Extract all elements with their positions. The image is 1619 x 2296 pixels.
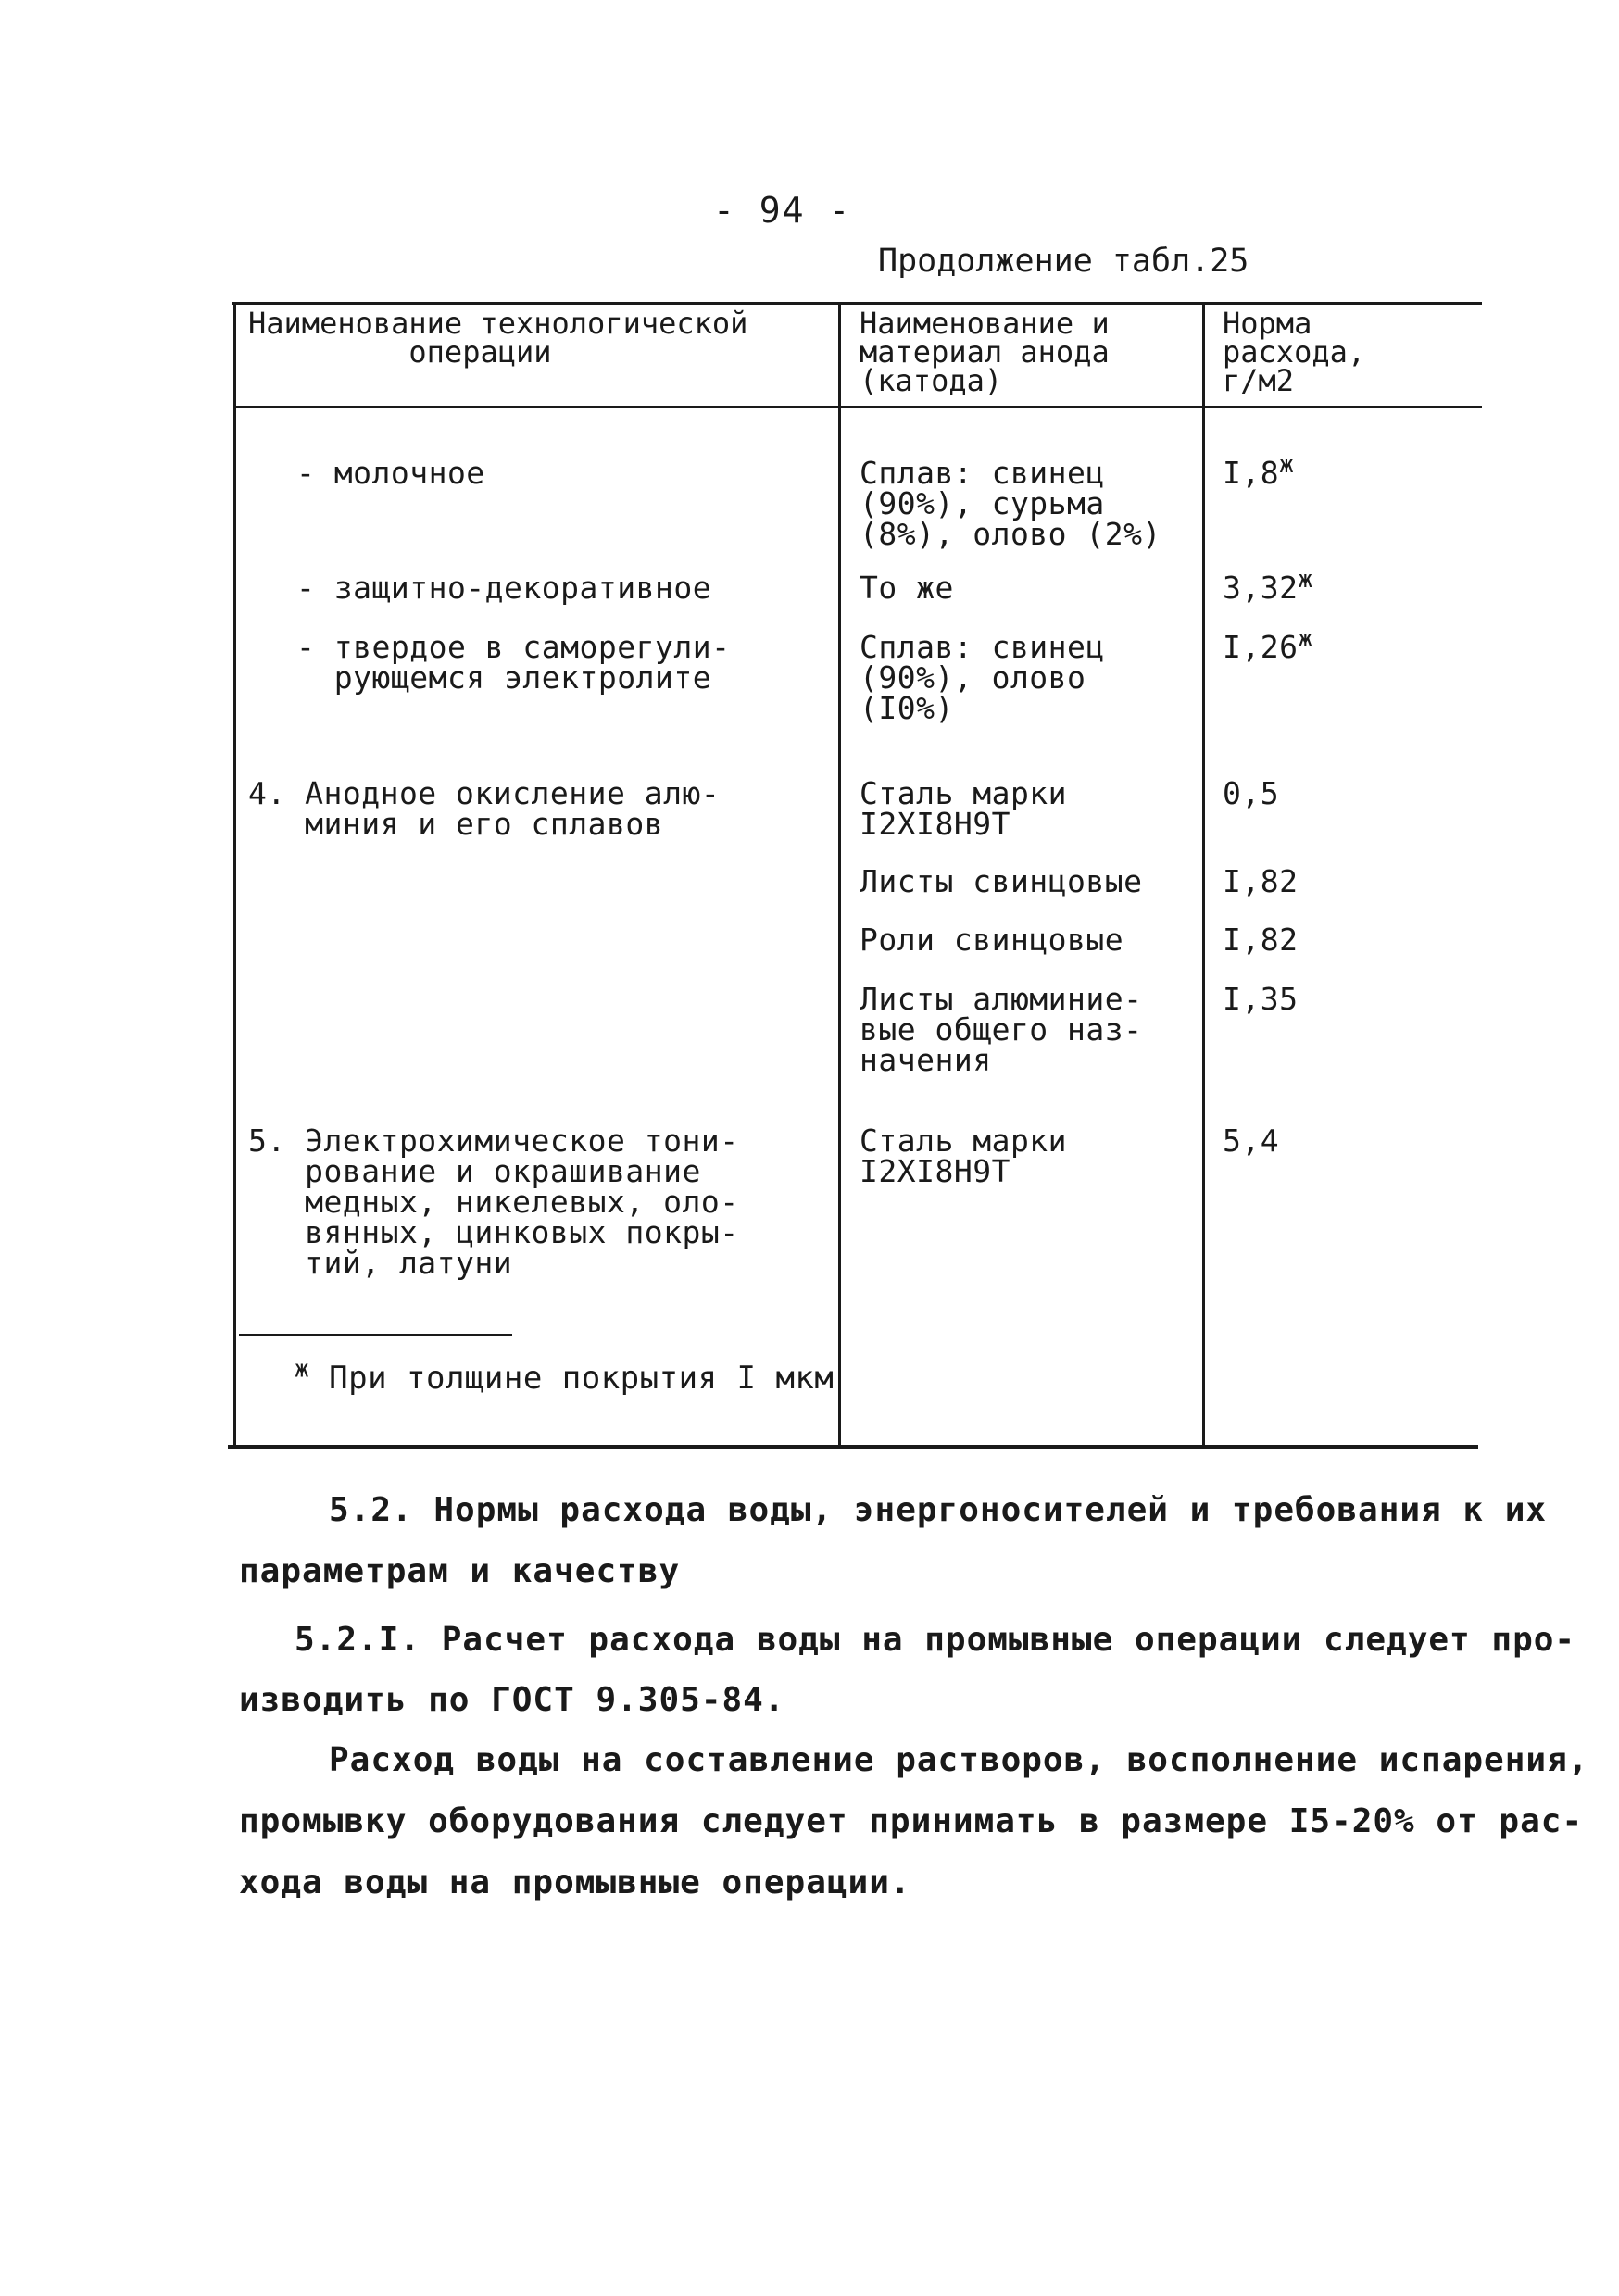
row-norm: I,35	[1223, 981, 1299, 1017]
row-norm: $3,32^ж$	[1223, 566, 1313, 606]
row-norm: $I,26^ж$	[1223, 625, 1313, 665]
paragraph-line: изводить по ГОСТ 9.305-84.	[239, 1681, 785, 1719]
row-material: Листы свинцовые	[860, 863, 1143, 899]
table-col-divider-1	[838, 302, 841, 1447]
row-norm: 5,4	[1223, 1123, 1280, 1159]
table-top-border	[232, 302, 1482, 305]
row-operation: - твердое в саморегули- рующемся электролите	[296, 629, 731, 696]
paragraph-line: 5.2. Нормы расхода воды, энергоносителей и требования к их	[329, 1491, 1548, 1529]
footnote-marker: ж	[1298, 625, 1313, 653]
page-number: - 94 -	[713, 190, 852, 231]
footnote-separator	[239, 1334, 512, 1336]
paragraph-line: 5.2.I. Расчет расхода воды на промывные операции следует про-	[295, 1621, 1576, 1659]
row-norm: $I,8^ж$	[1223, 451, 1295, 491]
footnote-marker: ж	[1279, 451, 1295, 479]
row-operation: 5. Электрохимическое тони- рование и окрашивание медных, никелевых, оло- вянных, цинковых покры- тий, латуни	[248, 1123, 739, 1281]
row-material: Листы алюминие- вые общего наз- начения	[860, 981, 1143, 1078]
header-operation: Наименование технологической операции	[248, 306, 748, 370]
row-material: Роли свинцовые	[860, 922, 1124, 958]
row-operation: - молочное	[296, 455, 485, 491]
row-material: Сплав: свинец (90%), сурьма (8%), олово (2%)	[860, 455, 1161, 552]
row-material: Сталь марки I2XI8H9T	[860, 1123, 1068, 1189]
row-material: То же	[860, 570, 954, 606]
row-norm: I,82	[1223, 922, 1299, 958]
table-bottom-border	[228, 1445, 1478, 1449]
row-material: Сплав: свинец (90%), олово (I0%)	[860, 629, 1105, 726]
table-header-divider	[233, 406, 1482, 408]
row-operation: - защитно-декоративное	[296, 570, 712, 606]
header-consumption-norm: Норма расхода, г/м2	[1223, 306, 1366, 398]
row-norm: I,82	[1223, 863, 1299, 899]
footnote-marker: ж	[295, 1355, 310, 1384]
row-norm: 0,5	[1223, 775, 1280, 811]
paragraph-line: промывку оборудования следует принимать в размере I5-20% от рас-	[239, 1802, 1584, 1840]
paragraph-line: хода воды на промывные операции.	[239, 1863, 911, 1901]
header-anode-material: Наименование и материал анода (катода)	[860, 306, 1110, 398]
row-operation: 4. Анодное окисление алю- миния и его сплавов	[248, 775, 721, 842]
table-col-divider-2	[1202, 302, 1205, 1447]
footnote: $^ж$ При толщине покрытия I мкм	[295, 1355, 835, 1397]
footnote-marker: ж	[1298, 566, 1313, 594]
table-left-border	[233, 302, 236, 1447]
row-material: Сталь марки I2XI8H9T	[860, 775, 1068, 842]
table-continuation-label: Продолжение табл.25	[878, 243, 1249, 280]
paragraph-line: Расход воды на составление растворов, восполнение испарения,	[329, 1741, 1589, 1779]
paragraph-line: параметрам и качеству	[239, 1552, 681, 1590]
